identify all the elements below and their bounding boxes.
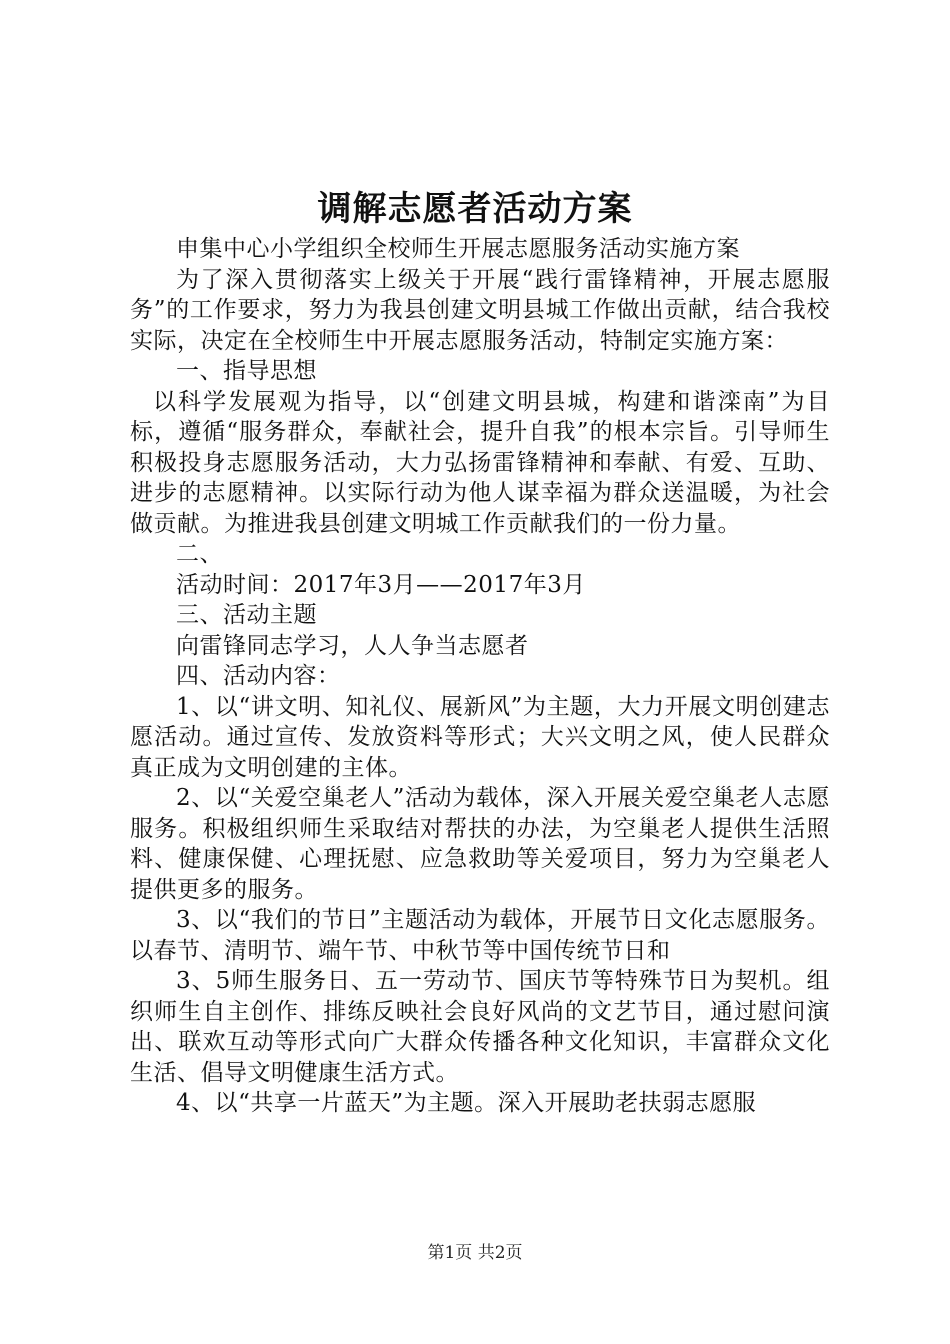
paragraph-guiding-ideology: 以科学发展观为指导，以“创建文明县城，构建和谐滦南”为目标，遵循“服务群众，奉献社会，提升自我”的根本宗旨。引导师生积极投身志愿服务活动，大力弘扬雷锋精神和奉献、有爱、互助、进步的志愿精神。以实际行动为他人谋幸福为群众送温暖，为社会做贡献。为推进我县创建文明城工作贡献我们的一份力量。	[130, 388, 830, 537]
paragraph-item-1: 1、以“讲文明、知礼仪、展新风”为主题，大力开展文明创建志愿活动。通过宣传、发放资料等形式；大兴文明之风，使人民群众真正成为文明创建的主体。	[130, 693, 830, 781]
paragraph-activity-time: 活动时间：2017年3月——2017年3月	[176, 571, 586, 598]
section-heading-theme: 三、活动主题	[176, 602, 317, 628]
paragraph-item-2: 2、以“关爱空巢老人”活动为载体，深入开展关爱空巢老人志愿服务。积极组织师生采取结对帮扶的办法，为空巢老人提供生活照料、健康保健、心理抚慰、应急救助等关爱项目，努力为空巢老人提供更多的服务。	[130, 785, 830, 903]
paragraph-item-3-continued: 3、5师生服务日、五一劳动节、国庆节等特殊节日为契机。组织师生自主创作、排练反映社会良好风尚的文艺节目，通过慰问演出、联欢互动等形式向广大群众传播各种文化知识，丰富群众文化生活、倡导文明健康生活方式。	[130, 968, 830, 1086]
paragraph-item-3: 3、以“我们的节日”主题活动为载体，开展节日文化志愿服务。以春节、清明节、端午节、中秋节等中国传统节日和	[130, 907, 830, 964]
paragraph-subtitle: 申集中心小学组织全校师生开展志愿服务活动实施方案	[176, 236, 740, 262]
document-body	[130, 234, 830, 1119]
paragraph-theme: 向雷锋同志学习，人人争当志愿者	[176, 632, 529, 659]
section-heading-two: 二、	[176, 541, 223, 567]
section-heading-content: 四、活动内容：	[176, 663, 341, 689]
document-title: 调解志愿者活动方案	[317, 189, 633, 229]
page-footer: 第1页 共2页	[427, 1243, 523, 1263]
paragraph-item-4: 4、以“共享一片蓝天”为主题。深入开展助老扶弱志愿服	[176, 1090, 757, 1116]
paragraph-intro: 为了深入贯彻落实上级关于开展“践行雷锋精神，开展志愿服务”的工作要求，努力为我县创建文明县城工作做出贡献，结合我校实际，决定在全校师生中开展志愿服务活动，特制定实施方案：	[130, 266, 830, 354]
section-heading-guiding-ideology: 一、指导思想	[176, 358, 317, 384]
